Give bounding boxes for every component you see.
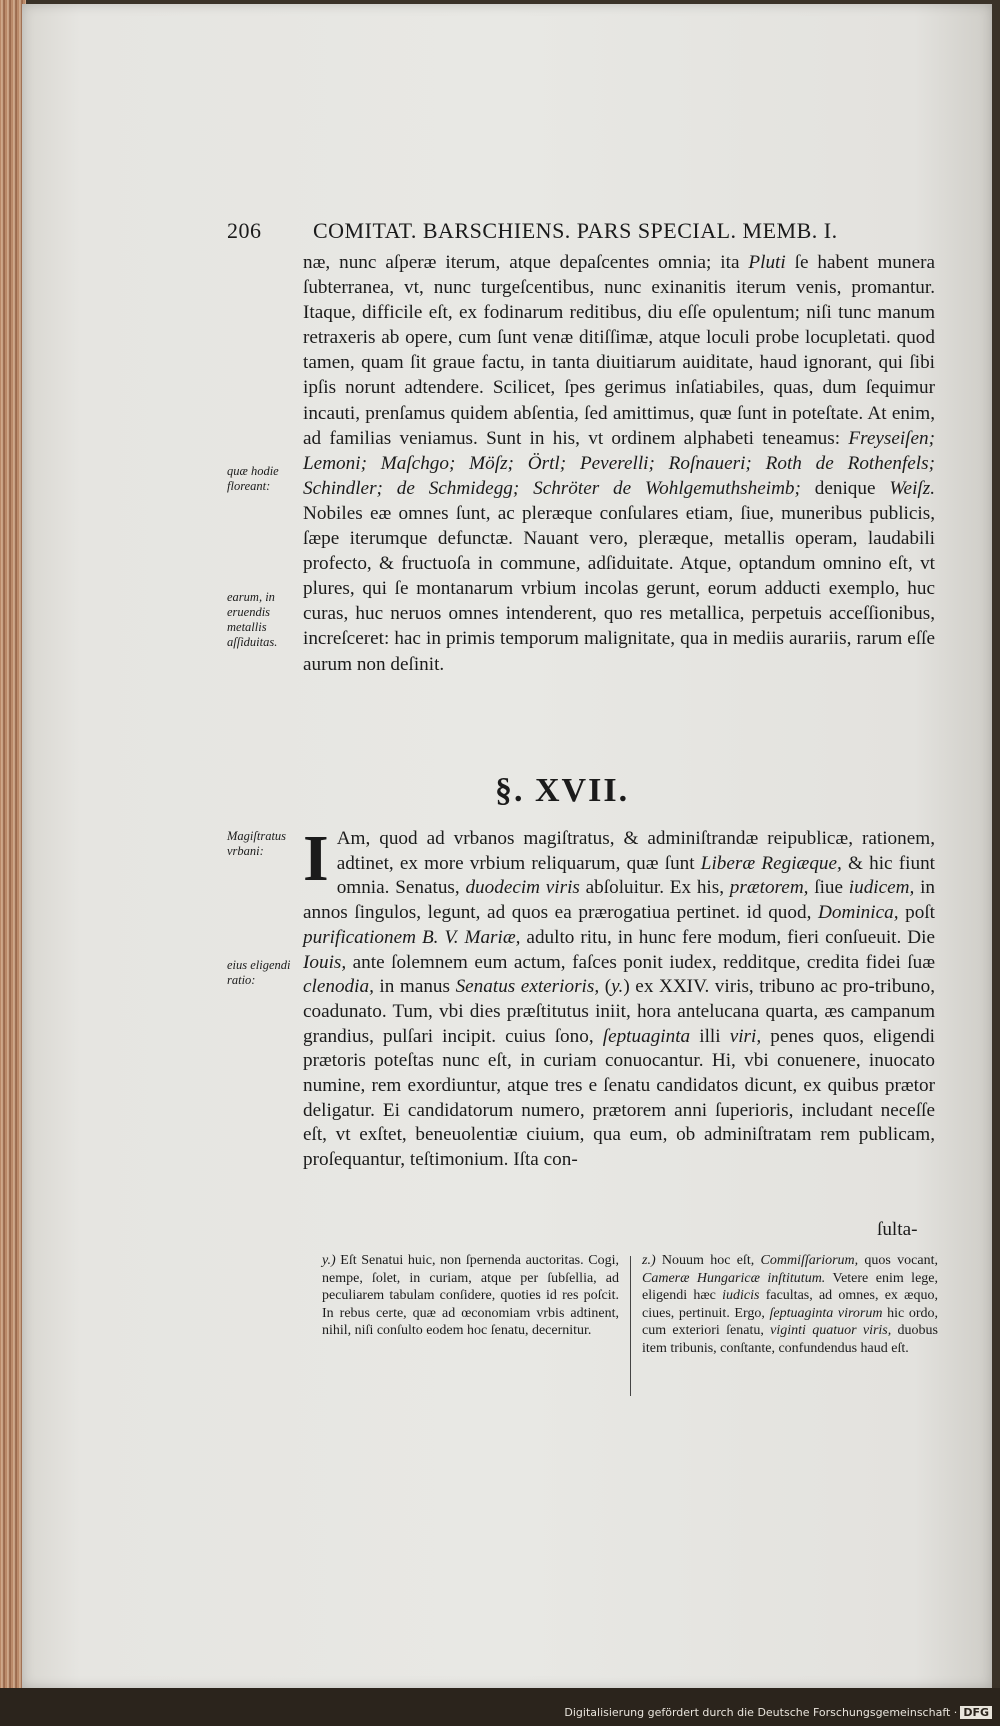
running-head [227, 218, 927, 244]
credit-text: Digitalisierung gefördert durch die Deutsche Forschungsgemeinschaft · [564, 1706, 958, 1719]
running-title: COMITAT. BARSCHIENS. PARS SPECIAL. MEMB. I. [313, 218, 838, 243]
footnote-y: y.) Eſt Senatui huic, non ſpernenda auctoritas. Cogi, nempe, ſolet, in curiam, atque per ſubſellia, ad peculiarem tabulam conſidere, quoties id res poſcit. In rebus certe, quæ ad œconomiam vrbis adtinent, nihil, niſi conſulto eodem hoc ſenatu, decernitur. [322, 1253, 619, 1338]
drop-cap: I [303, 822, 329, 895]
footnote-z: z.) Nouum hoc eſt, Commiſſariorum, quos vocant, Cameræ Hungaricæ inſtitutum. Vetere enim lege, eligendi hæc iudicis facultas, ad omnes, ex æquo, ciues, pertinuit. Ergo, ſeptuaginta virorum hic ordo, cum exteriori ſenatu, viginti quatuor viris, duobus item tribunis, conſtante, confundendus haud eſt. [642, 1253, 939, 1356]
section-heading: §. XVII. [495, 772, 630, 809]
margin-note-families: quæ hodie floreant: [227, 464, 279, 493]
catch-word: ſulta- [877, 1219, 918, 1240]
dfg-logo: DFG [960, 1706, 992, 1719]
digitization-credit [564, 1706, 992, 1719]
margin-note-mining: earum, in eruendis metallis aſſiduitas. [227, 590, 278, 649]
body-paragraph: næ, nunc aſperæ iterum, atque depaſcentes omnia; ita Pluti ſe habent munera ſubterranea, vt, nunc turgeſcentibus, nunc exinanitis iterum venis, promantur. Itaque, difficile eſt, ex fodinarum reditibus, diu eſſe opulentum; niſi tunc manum retraxeris ab opere, cum ſunt venæ ditiſſimæ, atque loculi probe locupletati. quod tamen, quam ſit graue factu, in tanta diuitiarum auiditate, haud ignorant, qui ſibi ipſis norunt adtendere. Scilicet, ſpes gerimus inſatiabiles, quas, dum ſequimur incauti, prenſamus quidem abſentia, ſed amittimus, quæ ſunt in poteſtate. At enim, ad familias veniamus. Sunt in his, vt ordinem alphabeti teneamus: Freyseiſen; Lemoni; Maſchgo; Möſz; Örtl; Peverelli; Roſnaueri; Roth de Rothenfels; Schindler; de Schmidegg; Schröter de Wohlgemuthsheimb; denique Weiſz. Nobiles eæ omnes ſunt, ac pleræque conſulares etiam, ſiue, muneribus publicis, ſæpe iterumque defunctæ. Nauant vero, pleræque, metallis operam, laudabili profecto, & fructuoſa in commune, adſiduitate. Atque, optandum omnino eſt, vt plures, qui ſe montanarum vrbium incolas gerunt, eorum adducti exemplo, huc curas, huc neruos omnes intenderent, quo res metallica, perpetuis acceſſionibus, increſceret: hac in primis temporum malignitate, qua in mediis aurariis, rarum eſſe aurum non deſinit. [303, 252, 935, 675]
footnote-divider [630, 1256, 631, 1396]
margin-note-election: eius eligendi ratio: [227, 958, 291, 987]
page-number: 206 [227, 218, 262, 243]
book-page [22, 4, 992, 1688]
footnotes [322, 1252, 942, 1402]
section-paragraph [303, 822, 936, 1173]
section-text: Am, quod ad vrbanos magiſtratus, & adminiſtrandæ reipublicæ, rationem, adtinet, ex more vrbium reliquarum, quæ ſunt Liberæ Regiæque, & hic fiunt omnia. Senatus, duodecim viris abſoluitur. Ex his, prætorem, ſiue iudicem, in annos ſingulos, legunt, ad quos ea prærogatiua pertinet. id quod, Dominica, poſt purificationem B. V. Mariæ, adulto ritu, in hunc fere modum, fieri conſueuit. Die Iouis, ante ſolemnem eum actum, faſces ponit iudex, redditque, credita fidei ſuæ clenodia, in manus Senatus exterioris, (y.) ex XXIV. viris, tribuno ac pro-tribuno, coadunato. Tum, vbi dies præſtitutus iniit, hora antelucana quarta, æs campanum grandius, pulſari incipit. cuius ſono, ſeptuaginta illi viri, penes quos, eligendi prætoris poteſtas nunc eſt, in curiam conuocantur. Hi, vbi conuenere, inuocato numine, rem exordiuntur, atque tres e ſenatu candidatos dicunt, ex quibus prætor deligatur. Ei candidatorum numero, prætorem anni ſuperioris, includant neceſſe eſt, vt exſtet, beneuolentiæ ciuium, qua eum, ob adminiſtratam rem publicam, proſequantur, teſtimonium. Iſta con- [303, 828, 936, 1171]
margin-note-magistrates: Magiſtratus vrbani: [227, 829, 287, 858]
